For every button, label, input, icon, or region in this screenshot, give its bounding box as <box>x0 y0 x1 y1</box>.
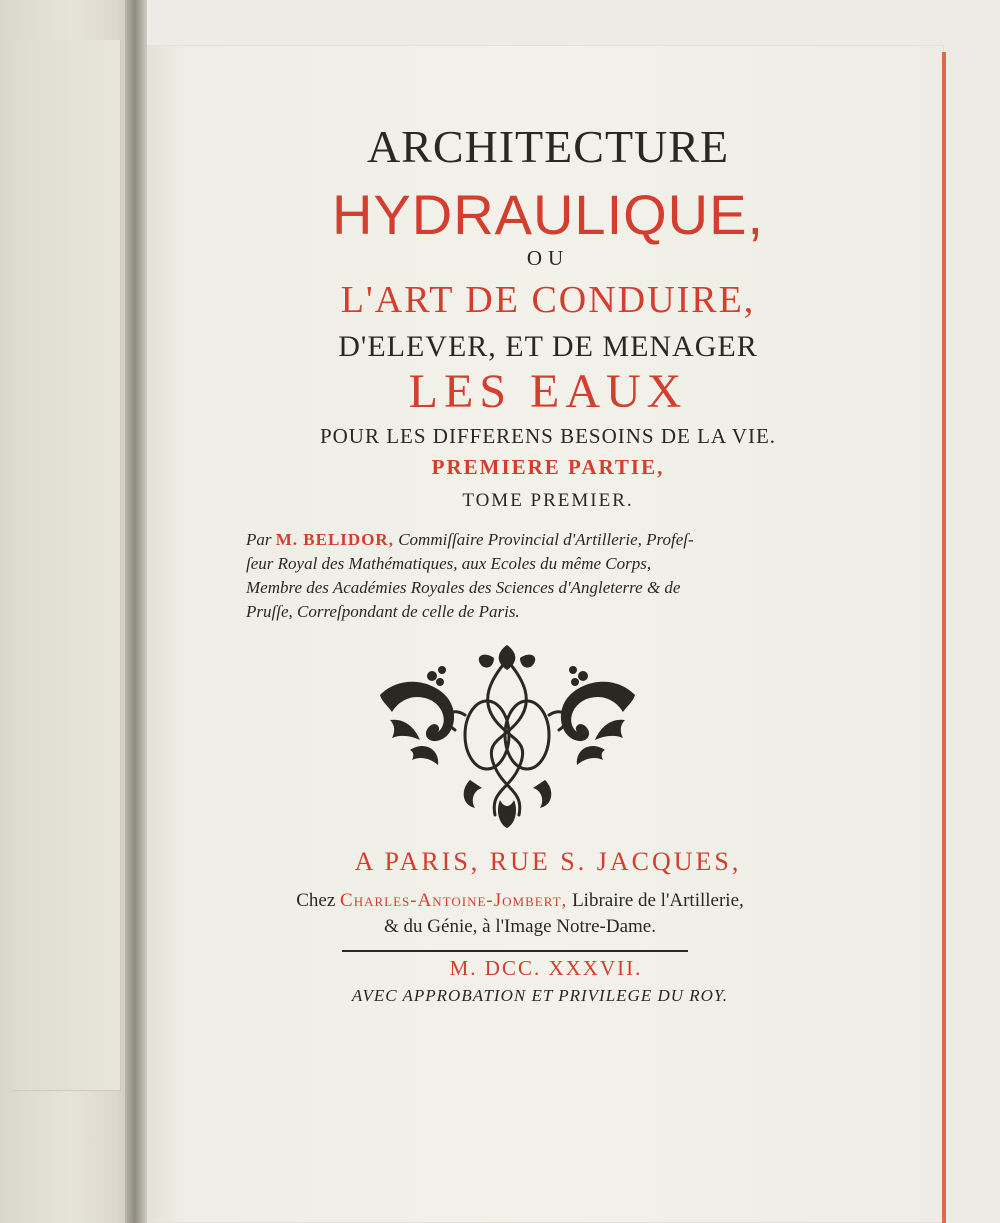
title-line-hydraulique: HYDRAULIQUE, <box>331 183 765 246</box>
title-line-ou: OU <box>526 246 570 270</box>
byline-title: Commiſſaire Provincial d'Artillerie, Profeſ- <box>398 530 694 549</box>
title-line-elever: D'ELEVER, ET DE MENAGER <box>338 330 758 363</box>
byline-line-4: Pruſſe, Correſpondant de celle de Paris. <box>246 602 520 621</box>
title-line-tome-premier: TOME PREMIER. <box>462 490 634 511</box>
title-line-les-eaux: LES EAUX <box>408 365 688 418</box>
imprint-chez: Chez <box>296 890 336 911</box>
privilege-line: AVEC APPROBATION ET PRIVILEGE DU ROY. <box>351 986 729 1005</box>
imprint-libraire: Libraire de l'Artillerie, <box>572 890 744 911</box>
title-line-art-de-conduire: L'ART DE CONDUIRE, <box>340 279 756 321</box>
title-line-premiere-partie: PREMIERE PARTIE, <box>431 455 665 479</box>
author-byline <box>246 528 806 624</box>
imprint-line-2: & du Génie, à l'Image Notre-Dame. <box>384 916 656 937</box>
imprint <box>20 888 1000 940</box>
publication-date: M. DCC. XXXVII. <box>449 956 643 980</box>
imprint-line-1 <box>20 888 1000 914</box>
byline-line-3: Membre des Académies Royales des Sciences d'Angleterre & de <box>246 578 681 597</box>
title-line-besoins: POUR LES DIFFERENS BESOINS DE LA VIE. <box>319 424 777 448</box>
byline-par: Par <box>246 530 272 549</box>
divider-rule <box>342 950 688 952</box>
byline-line-2: ſeur Royal des Mathématiques, aux Ecoles du même Corps, <box>246 554 652 573</box>
imprint-place: A PARIS, RUE S. JACQUES, <box>354 847 742 876</box>
author-name: M. BELIDOR, <box>275 530 394 549</box>
printer-ornament-icon <box>370 640 645 830</box>
byline-line-1 <box>246 528 806 552</box>
title-line-architecture: ARCHITECTURE <box>366 121 730 172</box>
publisher-name: Charles-Antoine-Jombert, <box>340 890 568 911</box>
